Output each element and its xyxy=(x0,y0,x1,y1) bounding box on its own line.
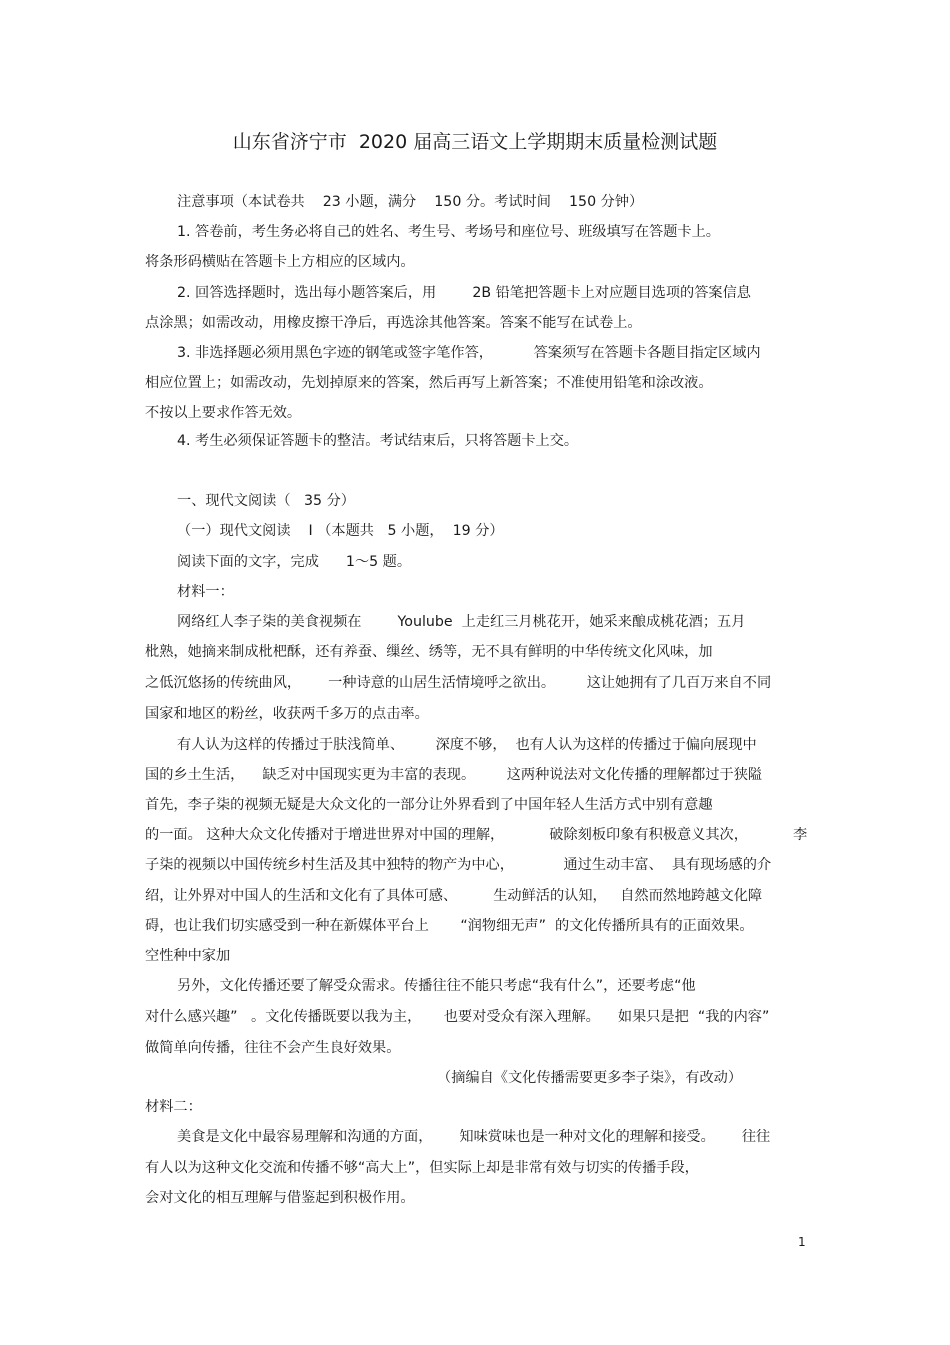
notice-item-2: 2. 回答选择题时，选出每小题答案后，用 2B 铅笔把答题卡上对应题目选项的答案信息 xyxy=(177,285,751,301)
paragraph-line: 有人以为这种文化交流和传播不够“高大上”，但实际上却是非常有效与切实的传播手段， xyxy=(145,1160,699,1176)
notice-item-3: 3. 非选择题必须用黑色字迹的钢笔或签字笔作答， 答案须写在答题卡各题目指定区域内 xyxy=(177,345,761,361)
material-one-label: 材料一： xyxy=(177,584,234,600)
paragraph-line: 碍，也让我们切实感受到一种在新媒体平台上 “润物细无声” 的文化传播所具有的正面效果。 xyxy=(145,918,754,934)
paragraph-line: 国家和地区的粉丝，收获两千多万的点击率。 xyxy=(145,706,429,722)
notice-item-1-cont: 将条形码横贴在答题卡上方相应的区域内。 xyxy=(145,254,415,270)
notice-item-2-cont: 点涂黑；如需改动，用橡皮擦干净后，再选涂其他答案。答案不能写在试卷上。 xyxy=(145,315,642,331)
page-number: 1 xyxy=(798,1235,806,1249)
paragraph-line: 之低沉悠扬的传统曲风， 一种诗意的山居生活情境呼之欲出。 这让她拥有了几百万来自不同 xyxy=(145,675,772,691)
paragraph-line: 另外，文化传播还要了解受众需求。传播往往不能只考虑“我有什么”，还要考虑“他 xyxy=(177,978,696,994)
notice-item-4: 4. 考生必须保证答题卡的整洁。考试结束后，只将答题卡上交。 xyxy=(177,433,579,449)
source-citation: （摘编自《文化传播需要更多李子柒》，有改动） xyxy=(437,1070,743,1086)
paragraph-line: 对什么感兴趣” 。文化传播既要以我为主， 也要对受众有深入理解。 如果只是把 “我的内容” xyxy=(145,1009,770,1025)
paragraph-line: 绍，让外界对中国人的生活和文化有了具体可感、 生动鲜活的认知， 自然而然地跨越文化障 xyxy=(145,888,763,904)
paragraph-line: 空性种中家加 xyxy=(145,948,231,964)
subsection-heading: （一）现代文阅读 I （本题共 5 小题， 19 分） xyxy=(177,523,504,539)
notice-heading: 注意事项（本试卷共 23 小题，满分 150 分。考试时间 150 分钟） xyxy=(177,194,644,210)
paragraph-line: 美食是文化中最容易理解和沟通的方面， 知味赏味也是一种对文化的理解和接受。 往往 xyxy=(177,1129,771,1145)
paragraph-line: 子柒的视频以中国传统乡村生活及其中独特的物产为中心， 通过生动丰富、 具有现场感的介 xyxy=(145,857,772,873)
notice-item-3-cont: 相应位置上；如需改动，先划掉原来的答案，然后再写上新答案；不准使用铅笔和涂改液。 xyxy=(145,375,713,391)
paragraph-line: 枇熟，她摘来制成枇杷酥，还有养蚕、缫丝、绣等，无不具有鲜明的中华传统文化风味，加 xyxy=(145,644,713,660)
paragraph-line: 网络红人李子柒的美食视频在 Youlube 上走红三月桃花开，她采来酿成桃花酒；五月 xyxy=(177,614,746,630)
paragraph-line: 做简单向传播，往往不会产生良好效果。 xyxy=(145,1040,401,1056)
paragraph-line: 有人认为这样的传播过于肤浅简单、 深度不够， 也有人认为这样的传播过于偏向展现中 xyxy=(177,737,757,753)
notice-item-3-cont2: 不按以上要求作答无效。 xyxy=(145,405,302,421)
material-two-label: 材料二： xyxy=(145,1099,202,1115)
paragraph-line: 会对文化的相互理解与借鉴起到积极作用。 xyxy=(145,1190,415,1206)
paragraph-line: 的一面。 这种大众文化传播对于增进世界对中国的理解， 破除刻板印象有积极意义其次， 李 xyxy=(145,827,808,843)
paragraph-line: 国的乡土生活， 缺乏对中国现实更为丰富的表现。 这两种说法对文化传播的理解都过于狭隘 xyxy=(145,767,763,783)
document-title: 山东省济宁市 2020 届高三语文上学期期末质量检测试题 xyxy=(232,131,718,153)
section-heading: 一、现代文阅读（ 35 分） xyxy=(177,493,355,509)
paragraph-line: 首先，李子柒的视频无疑是大众文化的一部分让外界看到了中国年轻人生活方式中别有意趣 xyxy=(145,797,713,813)
notice-item-1: 1. 答卷前，考生务必将自己的姓名、考生号、考场号和座位号、班级填写在答题卡上。 xyxy=(177,224,720,240)
reading-instruction: 阅读下面的文字，完成 1～5 题。 xyxy=(177,554,412,570)
